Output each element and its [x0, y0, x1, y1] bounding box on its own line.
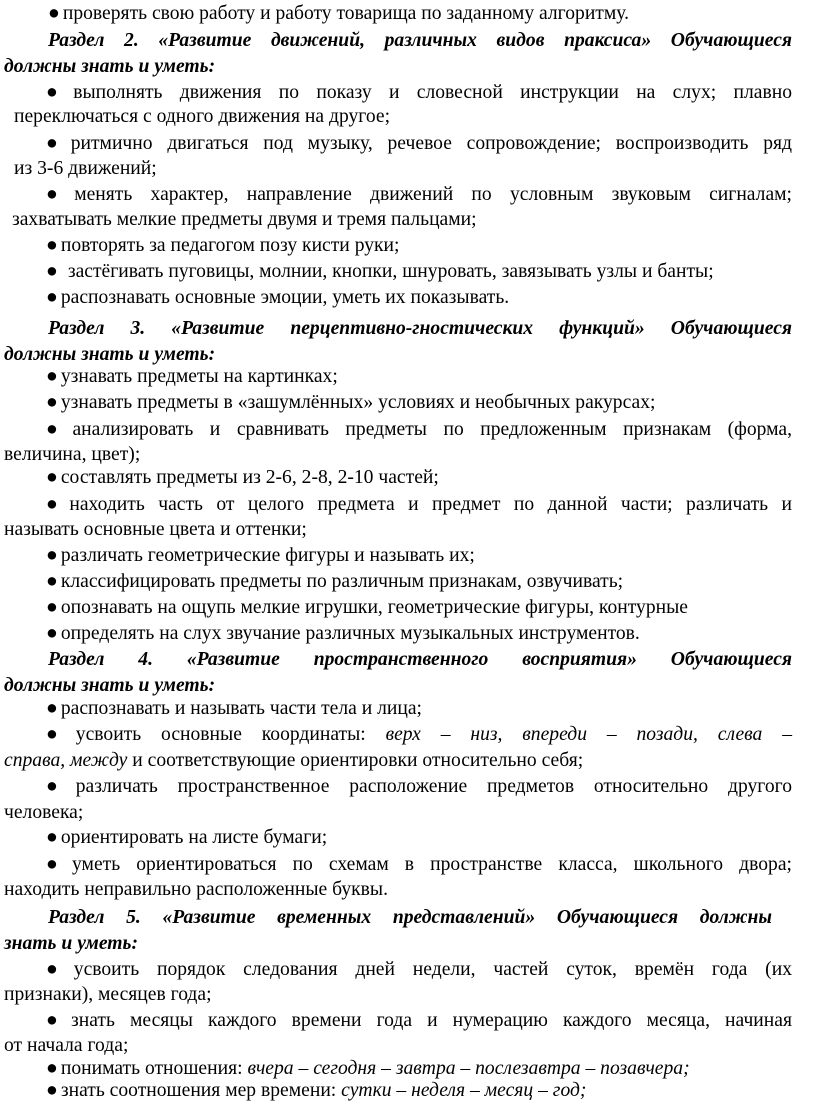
- bullet-icon: ●: [46, 854, 70, 875]
- list-item: [0, 722, 792, 748]
- list-item: [0, 465, 792, 491]
- bullet-icon: ●: [46, 545, 58, 566]
- list-item: [0, 543, 792, 569]
- list-item: [0, 259, 792, 285]
- bullet-icon: ●: [46, 261, 58, 282]
- item-text: узнавать предметы на картинках;: [60, 366, 338, 387]
- list-item: [0, 285, 792, 311]
- item-text: застёгивать пуговицы, молнии, кнопки, шнуровать, завязывать узлы и банты;: [67, 261, 714, 282]
- list-item-cont: находить неправильно расположенные буквы.: [4, 879, 388, 900]
- list-item: [0, 621, 792, 647]
- item-text: опознавать на ощупь мелкие игрушки, геометрические фигуры, контурные: [60, 597, 688, 618]
- list-item: [0, 1008, 792, 1034]
- item-text: находить часть от целого предмета и предмет по данной части; различать и: [69, 494, 792, 515]
- item-text: анализировать и сравнивать предметы по предложенным признакам (форма,: [72, 419, 792, 440]
- item-text: составлять предметы из 2-6, 2-8, 2-10 частей;: [60, 467, 439, 488]
- item-text: проверять свою работу и работу товарища по заданному алгоритму.: [62, 3, 629, 24]
- bullet-icon: ●: [46, 82, 71, 103]
- section-2-heading: Раздел 2. «Развитие движений, различных видов праксиса» Обучающиеся: [48, 30, 792, 51]
- list-item: [0, 492, 792, 518]
- bullet-icon: ●: [46, 1058, 58, 1079]
- item-text: выполнять движения по показу и словесной инструкции на слух; плавно: [73, 82, 792, 103]
- item-text: знать месяцы каждого времени года и нумерацию каждого месяца, начиная: [71, 1010, 792, 1031]
- list-item: [0, 569, 792, 595]
- section-5-heading: Раздел 5. «Развитие временных представлений» Обучающиеся должны: [48, 907, 772, 928]
- item-text-italic: вчера – сегодня – завтра – послезавтра – позавчера;: [247, 1058, 690, 1079]
- list-item-cont: величина, цвет);: [4, 444, 141, 465]
- section-5-heading-cont: знать и уметь:: [4, 933, 138, 954]
- list-item-cont: признаки), месяцев года;: [4, 984, 212, 1005]
- item-text: распознавать основные эмоции, уметь их показывать.: [60, 287, 510, 308]
- item-text: ориентировать на листе бумаги;: [60, 827, 328, 848]
- item-text: определять на слух звучание различных музыкальных инструментов.: [60, 623, 640, 644]
- list-item-cont: [0, 748, 792, 774]
- list-item: [0, 774, 792, 800]
- list-item: [0, 1, 816, 27]
- section-3-heading: Раздел 3. «Развитие перцептивно-гностических функций» Обучающиеся: [48, 318, 792, 339]
- bullet-icon: ●: [46, 571, 58, 592]
- bullet-icon: ●: [46, 287, 58, 308]
- list-item: [0, 182, 792, 208]
- list-item: [0, 852, 792, 878]
- item-text-italic: верх – низ, впереди – позади, слева –: [385, 724, 792, 745]
- item-text: распознавать и называть части тела и лица;: [60, 698, 422, 719]
- list-item-cont: из 3-6 движений;: [14, 158, 157, 179]
- list-item-cont: захватывать мелкие предметы двумя и тремя пальцами;: [12, 209, 477, 230]
- item-text: различать пространственное расположение предметов относительно другого: [75, 776, 792, 797]
- item-text: менять характер, направление движений по условным звуковым сигналам;: [74, 184, 792, 205]
- list-item-cont: называть основные цвета и оттенки;: [4, 519, 307, 540]
- list-item: [0, 825, 792, 851]
- list-item: [0, 233, 792, 259]
- bullet-icon: ●: [46, 235, 58, 256]
- bullet-icon: ●: [46, 776, 73, 797]
- bullet-icon: ●: [46, 184, 72, 205]
- bullet-icon: ●: [46, 1080, 58, 1101]
- list-item: [0, 80, 792, 106]
- bullet-icon: ●: [46, 698, 58, 719]
- section-4-heading-cont: должны знать и уметь:: [4, 675, 216, 696]
- section-4-heading: Раздел 4. «Развитие пространственного восприятия» Обучающиеся: [48, 649, 792, 670]
- list-item: [0, 131, 792, 157]
- list-item: [0, 417, 792, 443]
- bullet-icon: ●: [48, 3, 60, 24]
- list-item: [0, 364, 792, 390]
- item-text: усвоить основные координаты:: [75, 724, 366, 745]
- item-text-italic: сутки – неделя – месяц – год;: [341, 1080, 587, 1101]
- item-text: уметь ориентироваться по схемам в пространстве класса, школьного двора;: [72, 854, 792, 875]
- bullet-icon: ●: [46, 366, 58, 387]
- bullet-icon: ●: [46, 133, 68, 154]
- item-text: ритмично двигаться под музыку, речевое сопровождение; воспроизводить ряд: [70, 133, 792, 154]
- bullet-icon: ●: [46, 419, 70, 440]
- item-text: классифицировать предметы по различным признакам, озвучивать;: [60, 571, 624, 592]
- bullet-icon: ●: [46, 494, 67, 515]
- list-item: [0, 595, 792, 621]
- bullet-icon: ●: [46, 827, 58, 848]
- bullet-icon: ●: [46, 1010, 69, 1031]
- item-text: понимать отношения:: [60, 1058, 243, 1079]
- item-text: усвоить порядок следования дней недели, частей суток, времён года (их: [73, 959, 792, 980]
- item-text: узнавать предметы в «зашумлённых» условиях и необычных ракурсах;: [60, 392, 656, 413]
- bullet-icon: ●: [46, 467, 58, 488]
- list-item: [0, 1078, 792, 1104]
- item-text: повторять за педагогом позу кисти руки;: [60, 235, 400, 256]
- item-text: различать геометрические фигуры и называть их;: [60, 545, 475, 566]
- item-text: знать соотношения мер времени:: [60, 1080, 337, 1101]
- bullet-icon: ●: [46, 724, 73, 745]
- bullet-icon: ●: [46, 623, 58, 644]
- list-item: [0, 957, 792, 983]
- bullet-icon: ●: [46, 959, 71, 980]
- section-2-heading-cont: должны знать и уметь:: [4, 56, 216, 77]
- list-item: [0, 696, 792, 722]
- list-item-cont: человека;: [4, 802, 84, 823]
- bullet-icon: ●: [46, 392, 58, 413]
- item-text-italic: справа, между: [4, 750, 128, 771]
- list-item-cont: от начала года;: [4, 1035, 129, 1056]
- list-item-cont: переключаться с одного движения на другое;: [14, 106, 391, 127]
- bullet-icon: ●: [46, 597, 58, 618]
- section-3-heading-cont: должны знать и уметь:: [4, 344, 216, 365]
- item-text: и соответствующие ориентировки относительно себя;: [132, 750, 584, 771]
- list-item: [0, 390, 792, 416]
